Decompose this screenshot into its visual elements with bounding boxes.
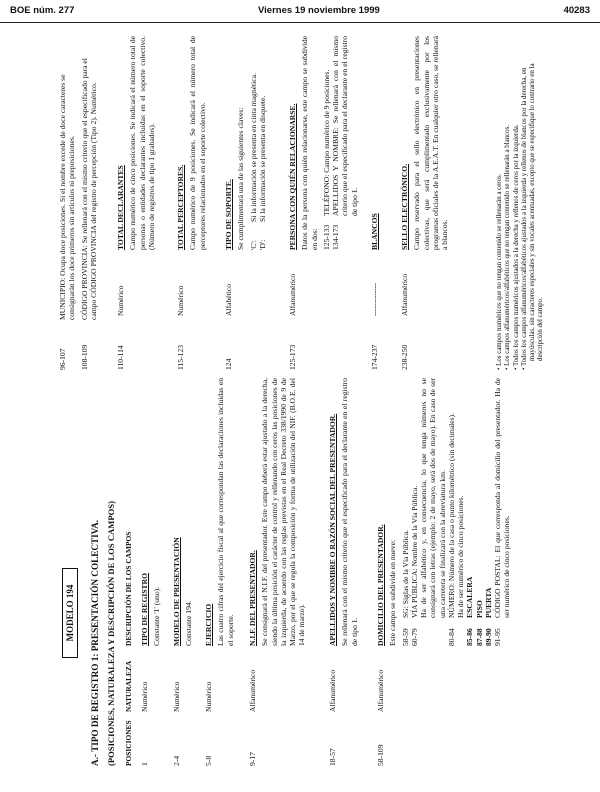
field-nature: Numérico: [172, 681, 181, 712]
field-title: BLANCOS: [370, 213, 379, 250]
subfield-positions: 85-86: [465, 628, 475, 646]
field-description: [224, 36, 267, 250]
field-description: [400, 36, 452, 250]
subfield: [456, 378, 465, 646]
subfield-positions: 58-59: [400, 628, 410, 646]
note-item: • Todos los campos numéricos ajustados a la derecha y rellenos de ceros por la izquierda.: [512, 124, 520, 370]
field-positions: 1: [140, 762, 149, 766]
field-title: APELLIDOS Y NOMBRE O RAZÓN SOCIAL DEL PRESENTADOR.: [328, 413, 337, 646]
field-description: [328, 378, 362, 646]
field-description: [176, 36, 210, 250]
rotated-document-body: [56, 36, 568, 766]
note-item: • Todos los campos alfanuméricos/alfabéticos ajustados a la izquierda y rellenos de blancos por la derecha, en mayúsculas, sin caracteres especiales y sin vocales acentuadas, excepto que se especifique lo contrario en la descripción del campo.: [520, 63, 545, 370]
note-item: • Los campos numéricos que no tengan contenido se rellenarán a ceros.: [496, 173, 503, 370]
field-positions: 110-114: [116, 345, 125, 370]
field-text: Campo reservado para el sello electrónico en presentaciones colectivas, que será cumplimentado exclusivamente por los programas oficiales de la A.E.A.T. En cualquier otro caso, se rellenará a blancos.: [412, 36, 449, 250]
field-nature: Numérico: [176, 285, 185, 316]
subfield-positions: 134-173: [331, 224, 340, 250]
support-key: [258, 36, 267, 250]
field-nature: Numérico: [116, 285, 125, 316]
field-nature: Numérico: [140, 681, 149, 712]
field-positions: 174-237: [370, 344, 379, 370]
subfield-text: CÓDIGO POSTAL: El que corresponda al domicilio del presentador. Ha de ser numérico de cinco posiciones.: [493, 378, 512, 618]
subfield: [331, 36, 359, 250]
field-title: TOTAL DECLARANTES: [116, 165, 125, 250]
field-positions: 124: [224, 358, 233, 370]
support-key: [249, 36, 258, 250]
subfield-positions: 60-79: [409, 628, 419, 646]
field-title: SELLO ELECTRÓNICO.: [400, 163, 409, 250]
header-nature: NATURALEZA: [124, 660, 133, 712]
field-text: Campo numérico de 9 posiciones. Se indicará el número total de perceptores relacionados en el soporte colectivo.: [188, 36, 207, 250]
key-code: 'C':: [248, 240, 258, 250]
field-positions: 58-109: [376, 744, 385, 766]
subfield: [419, 378, 447, 646]
subfield: [410, 378, 419, 646]
field-text: Se cumplimentará una de las siguientes claves:: [236, 107, 246, 250]
field-positions: 5-8: [204, 755, 213, 766]
key-text: Si la información se presenta en cinta magnética.: [248, 73, 258, 222]
model-box: MODELO 194: [62, 568, 78, 658]
subfield-text: ESCALERA: [465, 576, 475, 618]
field-positions: 9-17: [248, 752, 257, 766]
field-title: TIPO DE SOPORTE.: [224, 179, 233, 250]
subfield-text: TELÉFONO: Campo numérico de 9 posiciones.: [321, 69, 331, 216]
subfield: [322, 36, 331, 250]
field-text: Las cuatro cifras del ejercicio fiscal al que correspondan las declaraciones incluidas en el soporte.: [216, 378, 235, 646]
field-nature: Alfanumérico: [376, 669, 385, 712]
subfield: [447, 378, 456, 646]
field-nature: -------------: [370, 283, 379, 316]
field-positions: 238-250: [400, 344, 409, 370]
subfield-positions: 89-90: [483, 628, 493, 646]
key-text: Si la información se presenta en disquete.: [257, 95, 267, 222]
subfield-text: CÓDIGO PROVINCIA: Se rellenará con el mismo criterio que el especificado para el campo CÓDIGO PROVINCIA del registro de percepción (Tipo 2). Numérico.: [79, 58, 98, 320]
subfield-positions: 91-95: [493, 628, 502, 646]
field-title: MODELO DE PRESENTACIÓN: [172, 537, 181, 646]
field-nature: Alfabético: [224, 283, 233, 316]
subfield-text: MUNICIPIO: Ocupa doce posiciones. Si el nombre excede de doce caracteres se consignarán los doce primeros sin artículos ni preposiciones.: [58, 74, 77, 320]
subfield-positions: [419, 618, 447, 646]
field-description: [140, 378, 165, 646]
field-description: [370, 36, 382, 250]
bulletin-number: BOE núm. 277: [10, 5, 75, 16]
field-text: Se rellenará con el mismo criterio que el especificado para el declarante en el registro de tipo 1.: [340, 378, 359, 646]
record-subtitle: (POSICIONES, NATURALEZA Y DESCRIPCIÓN DE LOS CAMPOS): [106, 501, 116, 766]
note-item: • Los campos alfanuméricos/alfabéticos que no tengan contenido se rellenarán a blancos.: [504, 124, 512, 370]
field-title: TIPO DE REGISTRO: [140, 572, 149, 646]
field-text: Constante 194.: [184, 600, 194, 646]
field-text: Se consignará el N.I.F. del presentador. Este campo deberá estar ajustado a la derecha, siendo la última posición el carácter de control y rellenando con ceros las posiciones de la izquierda, de acuerdo con las reglas previstas en el Real Decreto 338/1990 de 9 de Marzo, por el que se regula la composición y forma de utilización del NIF. (B.O.E. del 14 de marzo).: [260, 378, 307, 646]
page-number: 40283: [563, 5, 590, 16]
field-description: [248, 378, 310, 646]
subfield-text: SG: Siglas de la Vía Pública.: [400, 529, 410, 618]
subfield: [493, 378, 512, 646]
subfield-text: PISO: [474, 600, 484, 618]
field-title: TOTAL PERCEPTORES.: [176, 164, 185, 250]
field-positions: 2-4: [172, 755, 181, 766]
domicile-continuation: [58, 36, 98, 370]
bulletin-date: Viernes 19 noviembre 1999: [258, 5, 380, 16]
field-text: Datos de la persona con quién relacionarse, este campo se subdivide en dos:: [300, 36, 319, 250]
record-type-title: A.- TIPO DE REGISTRO 1: PRESENTACIÓN COLECTIVA.: [90, 519, 100, 766]
key-code: 'D':: [257, 239, 267, 250]
subfield-text: Ha de ser numérico de cinco posiciones.: [456, 495, 465, 618]
subfield: [484, 378, 493, 646]
subfield-positions: 108-109: [79, 344, 89, 370]
subfield: [401, 378, 410, 646]
subfield: [465, 378, 474, 646]
field-nature: Alfanumérico: [328, 669, 337, 712]
subfield-positions: 80-84: [446, 628, 456, 646]
subfield-text: NÚMERO: Número de la casa o punto kilométrico (sin decimales).: [446, 413, 456, 618]
field-description: [376, 378, 512, 646]
field-nature: Numérico: [204, 681, 213, 712]
field-positions: 125-173: [288, 344, 297, 370]
subfield-positions: 125-133: [321, 224, 331, 250]
right-column: [56, 36, 568, 370]
subfield-positions: 87-88: [474, 628, 484, 646]
field-text: Campo numérico de cinco posiciones. Se indicará el número total de personas o entidades declarantes incluidas en el soporte colectivo. (Número de registros de tipo 1 grabados).: [128, 36, 156, 250]
header-positions: POSICIONES: [124, 720, 133, 766]
field-nature: Alfanumérico: [248, 669, 257, 712]
left-column: [56, 378, 568, 766]
field-nature: Alfanumérico: [400, 273, 409, 316]
field-description: [288, 36, 359, 250]
field-positions: 115-123: [176, 344, 185, 370]
general-notes: [496, 36, 546, 370]
page-header: [0, 0, 600, 23]
subfield-positions: [456, 618, 465, 646]
subfield-text: VÍA PÚBLICA: Nombre de la Vía Pública.: [409, 485, 419, 618]
field-nature: Alfanumérico: [288, 273, 297, 316]
header-description: DESCRIPCIÓN DE LOS CAMPOS: [124, 531, 133, 646]
field-title: N.I.F. DEL PRESENTADOR.: [248, 550, 257, 646]
subfield-text: APELLIDOS Y NOMBRE: Se rellenará con el mismo criterio que el especificado para el declarante en el registro de tipo 1.: [331, 36, 359, 216]
subfield: [58, 36, 77, 370]
field-positions: 18-57: [328, 748, 337, 766]
field-title: PERSONA CON QUIÉN RELACIONARSE.: [288, 103, 297, 250]
field-description: [204, 378, 238, 646]
subfield-positions: 96-107: [58, 348, 67, 370]
subfield-text: Ha de ser alfabético y, en consecuencia, lo que tenga números no se consignará con letras (ejemplo: 2 de mayo, será dos de mayo). En caso de ser una carretera se finalizará con la abreviatura km.: [419, 378, 447, 618]
field-description: [116, 36, 159, 250]
field-title: EJERCICIO: [204, 603, 213, 646]
field-text: Este campo se subdivide en nueve:: [388, 539, 398, 646]
subfield: [80, 36, 99, 370]
subfield-text: PUERTA: [483, 587, 493, 618]
field-title: DOMICILIO DEL PRESENTADOR.: [376, 524, 385, 646]
subfield: [475, 378, 484, 646]
field-text: Constante '1' (uno).: [152, 586, 162, 646]
field-description: [172, 378, 197, 646]
